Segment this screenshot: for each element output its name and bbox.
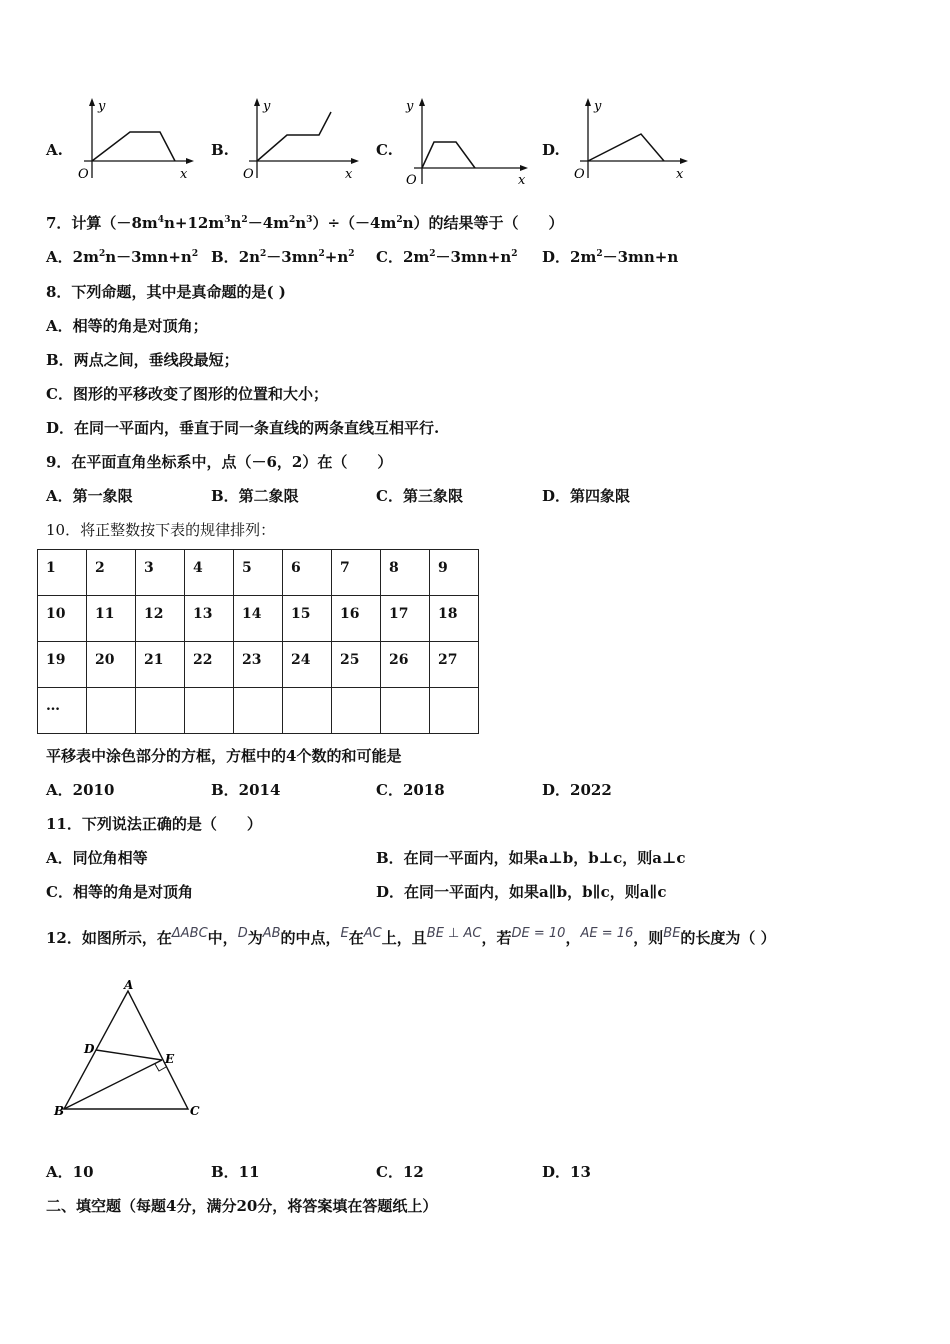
table-cell: 16 (332, 596, 381, 642)
table-row (38, 596, 479, 642)
q10-option-b[interactable]: B．2014 (211, 781, 281, 799)
table-cell (136, 688, 185, 734)
q12-triangle-figure (50, 975, 210, 1120)
q9-option-a[interactable]: A．第一象限 (46, 487, 133, 505)
table-cell (332, 688, 381, 734)
q7-option-d[interactable]: D．$2m^2-3mn+n$ (542, 248, 679, 266)
q7-option-b[interactable]: B．$2n^2-3mn^2+n^2$ (211, 248, 355, 266)
q8-option-a[interactable]: A．相等的角是对顶角； (46, 317, 208, 335)
q6-option-d-label: D. (542, 141, 560, 159)
table-cell: 14 (234, 596, 283, 642)
q10-stem: 10．将正整数按下表的规律排列： (46, 521, 276, 539)
table-cell: 13 (185, 596, 234, 642)
q8-option-d[interactable]: D．在同一平面内，垂直于同一条直线的两条直线互相平行. (46, 419, 440, 437)
q10-option-a[interactable]: A．2010 (46, 781, 115, 799)
q6-a-origin: O (78, 167, 89, 182)
point-b-label: B (54, 1104, 65, 1118)
table-cell: 9 (430, 550, 479, 596)
table-cell: 8 (381, 550, 430, 596)
table-cell: 15 (283, 596, 332, 642)
q11-option-b[interactable]: B．在同一平面内，如果a⊥b，b⊥c，则a⊥c (376, 849, 686, 867)
q6-d-x-label: x (676, 167, 684, 182)
q12-option-c[interactable]: C．12 (376, 1163, 424, 1181)
table-row (38, 642, 479, 688)
table-cell: 18 (430, 596, 479, 642)
table-cell: 1 (38, 550, 87, 596)
q6-b-x-label: x (345, 167, 353, 182)
q6-c-y-label: y (406, 99, 414, 114)
q9-stem: 9．在平面直角坐标系中，点（－6，2）在（ ） (46, 453, 393, 471)
q6-graph-b (237, 96, 362, 188)
point-d-label: D (84, 1042, 95, 1056)
table-cell: 12 (136, 596, 185, 642)
q12-stem: 12．如图所示，在ΔABC中，D为AB的中点，E在AC上，且BE ⊥ AC，若DE = 10，AE = 16，则BE的长度为（ ） (46, 926, 776, 947)
table-cell (283, 688, 332, 734)
table-cell (87, 688, 136, 734)
table-cell: 10 (38, 596, 87, 642)
table-cell: 6 (283, 550, 332, 596)
table-cell: 24 (283, 642, 332, 688)
q7-option-a[interactable]: A．$2m^2n-3mn+n^2$ (46, 248, 199, 266)
q6-d-y-label: y (594, 99, 602, 114)
q6-a-x-label: x (180, 167, 188, 182)
q12-option-b[interactable]: B．11 (211, 1163, 260, 1181)
q6-graph-d (568, 96, 693, 188)
table-cell: 17 (381, 596, 430, 642)
q12-option-a[interactable]: A．10 (46, 1163, 94, 1181)
point-e-label: E (165, 1052, 175, 1066)
table-cell: 11 (87, 596, 136, 642)
section-2-heading: 二、填空题（每题4分，满分20分，将答案填在答题纸上） (46, 1197, 438, 1215)
table-cell: 19 (38, 642, 87, 688)
table-row (38, 688, 479, 734)
q11-option-a[interactable]: A．同位角相等 (46, 849, 148, 867)
point-a-label: A (124, 978, 134, 992)
q6-option-a-label: A. (46, 141, 63, 159)
q12-option-d[interactable]: D．13 (542, 1163, 591, 1181)
table-cell: 4 (185, 550, 234, 596)
table-cell: 7 (332, 550, 381, 596)
q11-option-d[interactable]: D．在同一平面内，如果a∥b，b∥c，则a∥c (376, 883, 667, 901)
q11-option-c[interactable]: C．相等的角是对顶角 (46, 883, 193, 901)
q10-option-d[interactable]: D．2022 (542, 781, 612, 799)
q8-option-c[interactable]: C．图形的平移改变了图形的位置和大小； (46, 385, 328, 403)
table-cell: 26 (381, 642, 430, 688)
q10-after-text: 平移表中涂色部分的方框，方框中的4个数的和可能是 (46, 747, 402, 765)
table-cell: 3 (136, 550, 185, 596)
table-cell: 2 (87, 550, 136, 596)
q10-number-table (37, 549, 479, 734)
q10-option-c[interactable]: C．2018 (376, 781, 445, 799)
q6-option-c-label: C. (376, 141, 393, 159)
q6-option-b-label: B. (211, 141, 229, 159)
table-cell: 22 (185, 642, 234, 688)
table-cell (381, 688, 430, 734)
table-cell (430, 688, 479, 734)
table-cell: 20 (87, 642, 136, 688)
q6-graph-a (72, 96, 197, 188)
table-cell: 27 (430, 642, 479, 688)
point-c-label: C (190, 1104, 200, 1118)
q9-option-b[interactable]: B．第二象限 (211, 487, 299, 505)
table-cell: … (38, 688, 87, 734)
q8-stem: 8．下列命题，其中是真命题的是( ) (46, 283, 286, 301)
table-cell: 21 (136, 642, 185, 688)
table-cell: 23 (234, 642, 283, 688)
q6-b-origin: O (243, 167, 254, 182)
q6-graph-c (402, 96, 532, 190)
q6-d-origin: O (574, 167, 585, 182)
q7-option-c[interactable]: C．$2m^2-3mn+n^2$ (376, 248, 518, 266)
table-cell (234, 688, 283, 734)
q6-c-origin: O (406, 173, 417, 188)
q8-option-b[interactable]: B．两点之间，垂线段最短； (46, 351, 239, 369)
q6-b-y-label: y (263, 99, 271, 114)
q9-option-c[interactable]: C．第三象限 (376, 487, 463, 505)
q6-a-y-label: y (98, 99, 106, 114)
q7-stem: 7．计算$(-8m^4n+12m^3n^2-4m^2n^3)\div(-4m^2n)$的结果等于（ ） (46, 214, 564, 232)
table-row (38, 550, 479, 596)
table-cell (185, 688, 234, 734)
q6-c-x-label: x (518, 173, 526, 188)
q9-option-d[interactable]: D．第四象限 (542, 487, 631, 505)
table-cell: 25 (332, 642, 381, 688)
table-cell: 5 (234, 550, 283, 596)
q11-stem: 11．下列说法正确的是（ ） (46, 815, 262, 833)
